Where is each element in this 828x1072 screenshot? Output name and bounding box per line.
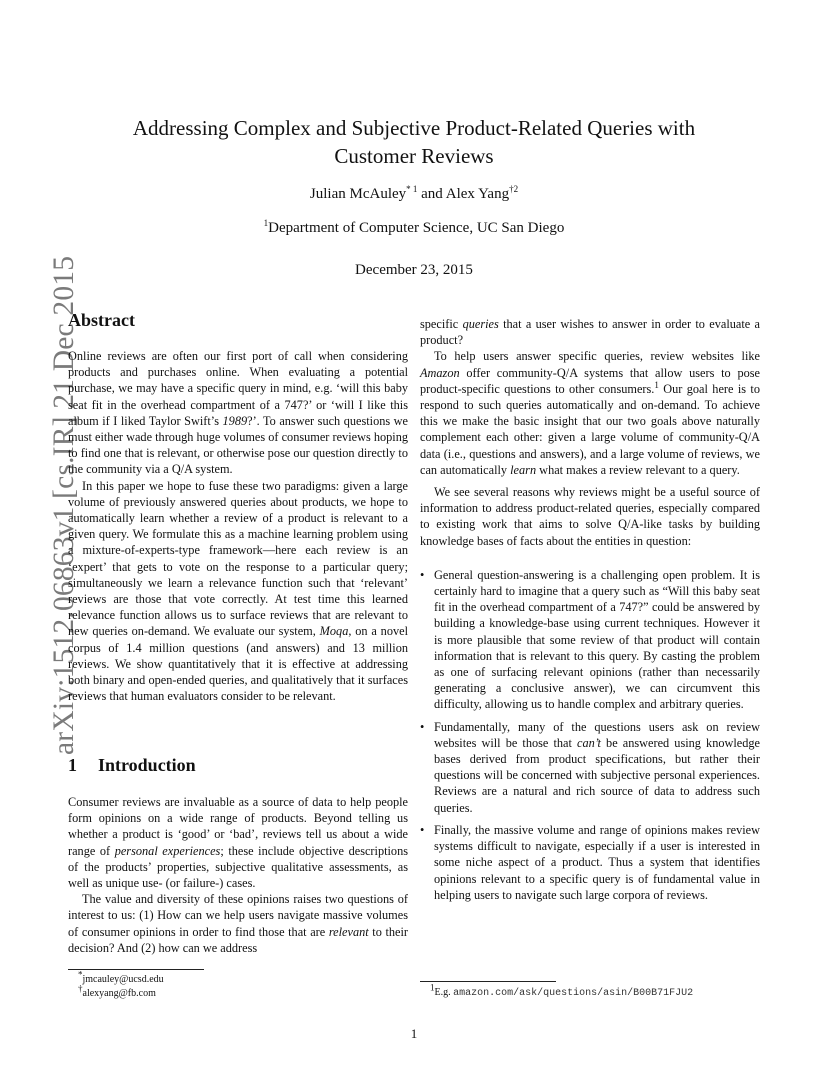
list-item (420, 719, 760, 816)
text-emphasis: can’t (577, 735, 601, 750)
body-paragraph (68, 891, 408, 956)
footnote-rule (68, 969, 204, 970)
section-heading (68, 755, 196, 776)
text-emphasis: relevant (328, 924, 369, 939)
list-item (420, 567, 760, 713)
abstract-paragraph (68, 348, 408, 478)
text-span: The value and diversity of these opinions raises two questions of interest to us: (1) How can we help users navigate massive volumes of consumer opinions in order to find those that are (68, 892, 408, 939)
text-span: Fundamentally, many of the questions users ask on review websites will be those that (434, 719, 760, 750)
text-span: Online reviews are often our first port of call when considering products and purchases online. When evaluating a potential purchase, we may have a specific query in mind, e.g. ‘will this baby seat fit in the overhead compartment of a 747?’ or ‘will I like this album if I liked Taylor Swift’s (68, 349, 408, 428)
bullet-icon: • (420, 719, 425, 734)
author-mark: †2 (509, 184, 519, 194)
footnote-mark: † (78, 983, 83, 994)
arxiv-identifier: arXiv:1512.06863v1 [cs.IR] 21 Dec 2015 (48, 255, 80, 755)
body-paragraph (68, 794, 408, 891)
body-paragraph: We see several reasons why reviews might be a useful source of information to address product-related queries, especially compared to existing work that aims to solve Q/A-like tasks by building knowledge bases of facts about the entities in question: (420, 485, 760, 548)
bullet-icon: • (420, 567, 425, 582)
text-span: ?’. To answer such questions we must either wade through huge volumes of consumer reviews hoping to find one that is relevant, or otherwise pose our question directly to the community via a Q/A system. (68, 413, 408, 477)
body-paragraph (420, 348, 760, 478)
text-emphasis: personal experiences (114, 843, 221, 858)
text-emphasis: queries (462, 317, 499, 331)
text-span: General question-answering is a challenging open problem. It is certainly hard to imagine that a query such as “Will this baby seat fit in the overhead compartment of a 747?” could be answered by building a knowledge-base using current techniques. However it is more plausible that some review of that product will contain information that is relevant to this query. By casting the problem as one of surfacing relevant opinions (rather than necessarily generating a conclusive answer), we can circumvent this difficulty, allowing us to handle complex and arbitrary queries. (434, 567, 760, 712)
body-paragraph (420, 316, 760, 348)
footnote-mark: 1 (654, 379, 659, 390)
footnote-mark: 1 (430, 982, 435, 993)
page-number: 1 (410, 1026, 418, 1041)
introduction-body (68, 794, 408, 956)
author-name: Alex Yang (445, 186, 510, 202)
footnote-link[interactable]: amazon.com/ask/questions/asin/B00B71FJU2 (453, 988, 694, 999)
text-span: In this paper we hope to fuse these two paradigms: given a large volume of previously answered queries about products, we hope to automatically learn whether a review of a product is relevant to a given query. We formulate this as a machine learning problem using a mixture-of-experts-type framework—here each review is an ‘expert’ that gets to vote on the response to a particular query; simultaneously we learn a relevance function such that ‘relevant’ reviews are those that vote correctly. At test time this learned relevance function allows us to surface reviews that are relevant to new queries on-demand. We evaluate our system, (68, 478, 408, 639)
author-conjunction: and (421, 186, 443, 202)
text-span: , on a novel corpus of 1.4 million questions (and answers) and 13 million reviews. We show quantitatively that it is effective at addressing both binary and open-ended queries, and qualitatively that it surfaces reviews that human evaluators consider to be relevant. (68, 624, 408, 704)
text-span: to their decision? And (2) how can we address (68, 924, 408, 955)
text-span: that a user wishes to answer in order to evaluate a product? (420, 317, 761, 348)
text-span: be answered using knowledge bases derived from product specifications, but rather their questions will be concerned with subjective personal experiences. Reviews are a natural and rich source of data to address such queries. (434, 735, 761, 815)
footnote-email-2 (78, 983, 156, 1000)
text-emphasis: Amazon (420, 365, 460, 380)
author-line (90, 186, 738, 203)
footnote-text: jmcauley@ucsd.edu (82, 974, 164, 985)
text-emphasis: Moqa (319, 624, 349, 639)
paper-title: Addressing Complex and Subjective Product-Related Queries with Customer Reviews (132, 116, 696, 168)
text-span: specific (420, 317, 463, 331)
text-emphasis: 1989 (222, 413, 248, 428)
text-span: To help users answer specific queries, review websites like (434, 349, 760, 364)
affiliation (90, 220, 738, 237)
abstract-paragraph (68, 478, 408, 705)
text-span: Consumer reviews are invaluable as a source of data to help people form opinions on a wide range of products. Beyond telling us whether a product is ‘good’ or ‘bad’, reviews tell us about a wide range of (68, 795, 408, 858)
section-title: Introduction (98, 755, 196, 775)
bullet-list (420, 567, 760, 903)
footnote-rule (420, 981, 556, 982)
paper-date: December 23, 2015 (355, 262, 473, 278)
section-number: 1 (68, 755, 77, 775)
bullet-icon: • (420, 822, 425, 837)
right-column-body (420, 316, 760, 909)
text-span: Our goal here is to respond to such queries automatically and on-demand. To achieve this we make the basic insight that our two goals above naturally complement each other: given a large volume of community-Q/A data (i.e., questions and answers), and a large volume of reviews, we can automatically (420, 381, 760, 477)
text-emphasis: learn (510, 462, 537, 477)
affiliation-text: Department of Computer Science, UC San Diego (268, 220, 565, 236)
text-span: offer community-Q/A systems that allow users to pose product-specific questions to other consumers. (420, 365, 760, 396)
footnote-email-1 (78, 969, 164, 986)
text-span: ; these include objective descriptions of the products’ properties, subjective qualitative assessments, as well as unique use- (or failure-) cases. (68, 843, 409, 891)
footnote-url (430, 982, 694, 1000)
affiliation-mark: 1 (263, 218, 269, 228)
text-span: Finally, the massive volume and range of opinions makes review systems difficult to navigate, especially if a user is interested in some niche aspect of a product. Thus a system that identifies opinions relevant to a specific query is of fundamental value in helping users to navigate such large corpora of reviews. (434, 822, 760, 902)
footnote-text: E.g. (434, 987, 454, 998)
author-mark: * 1 (406, 184, 418, 194)
abstract-heading: Abstract (68, 310, 135, 330)
list-item (420, 822, 760, 903)
abstract-body (68, 348, 408, 704)
footnote-text: alexyang@fb.com (82, 988, 156, 999)
text-span: what makes a review relevant to a query. (536, 462, 740, 477)
author-name: Julian McAuley (309, 186, 407, 202)
footnote-mark: * (78, 969, 83, 980)
